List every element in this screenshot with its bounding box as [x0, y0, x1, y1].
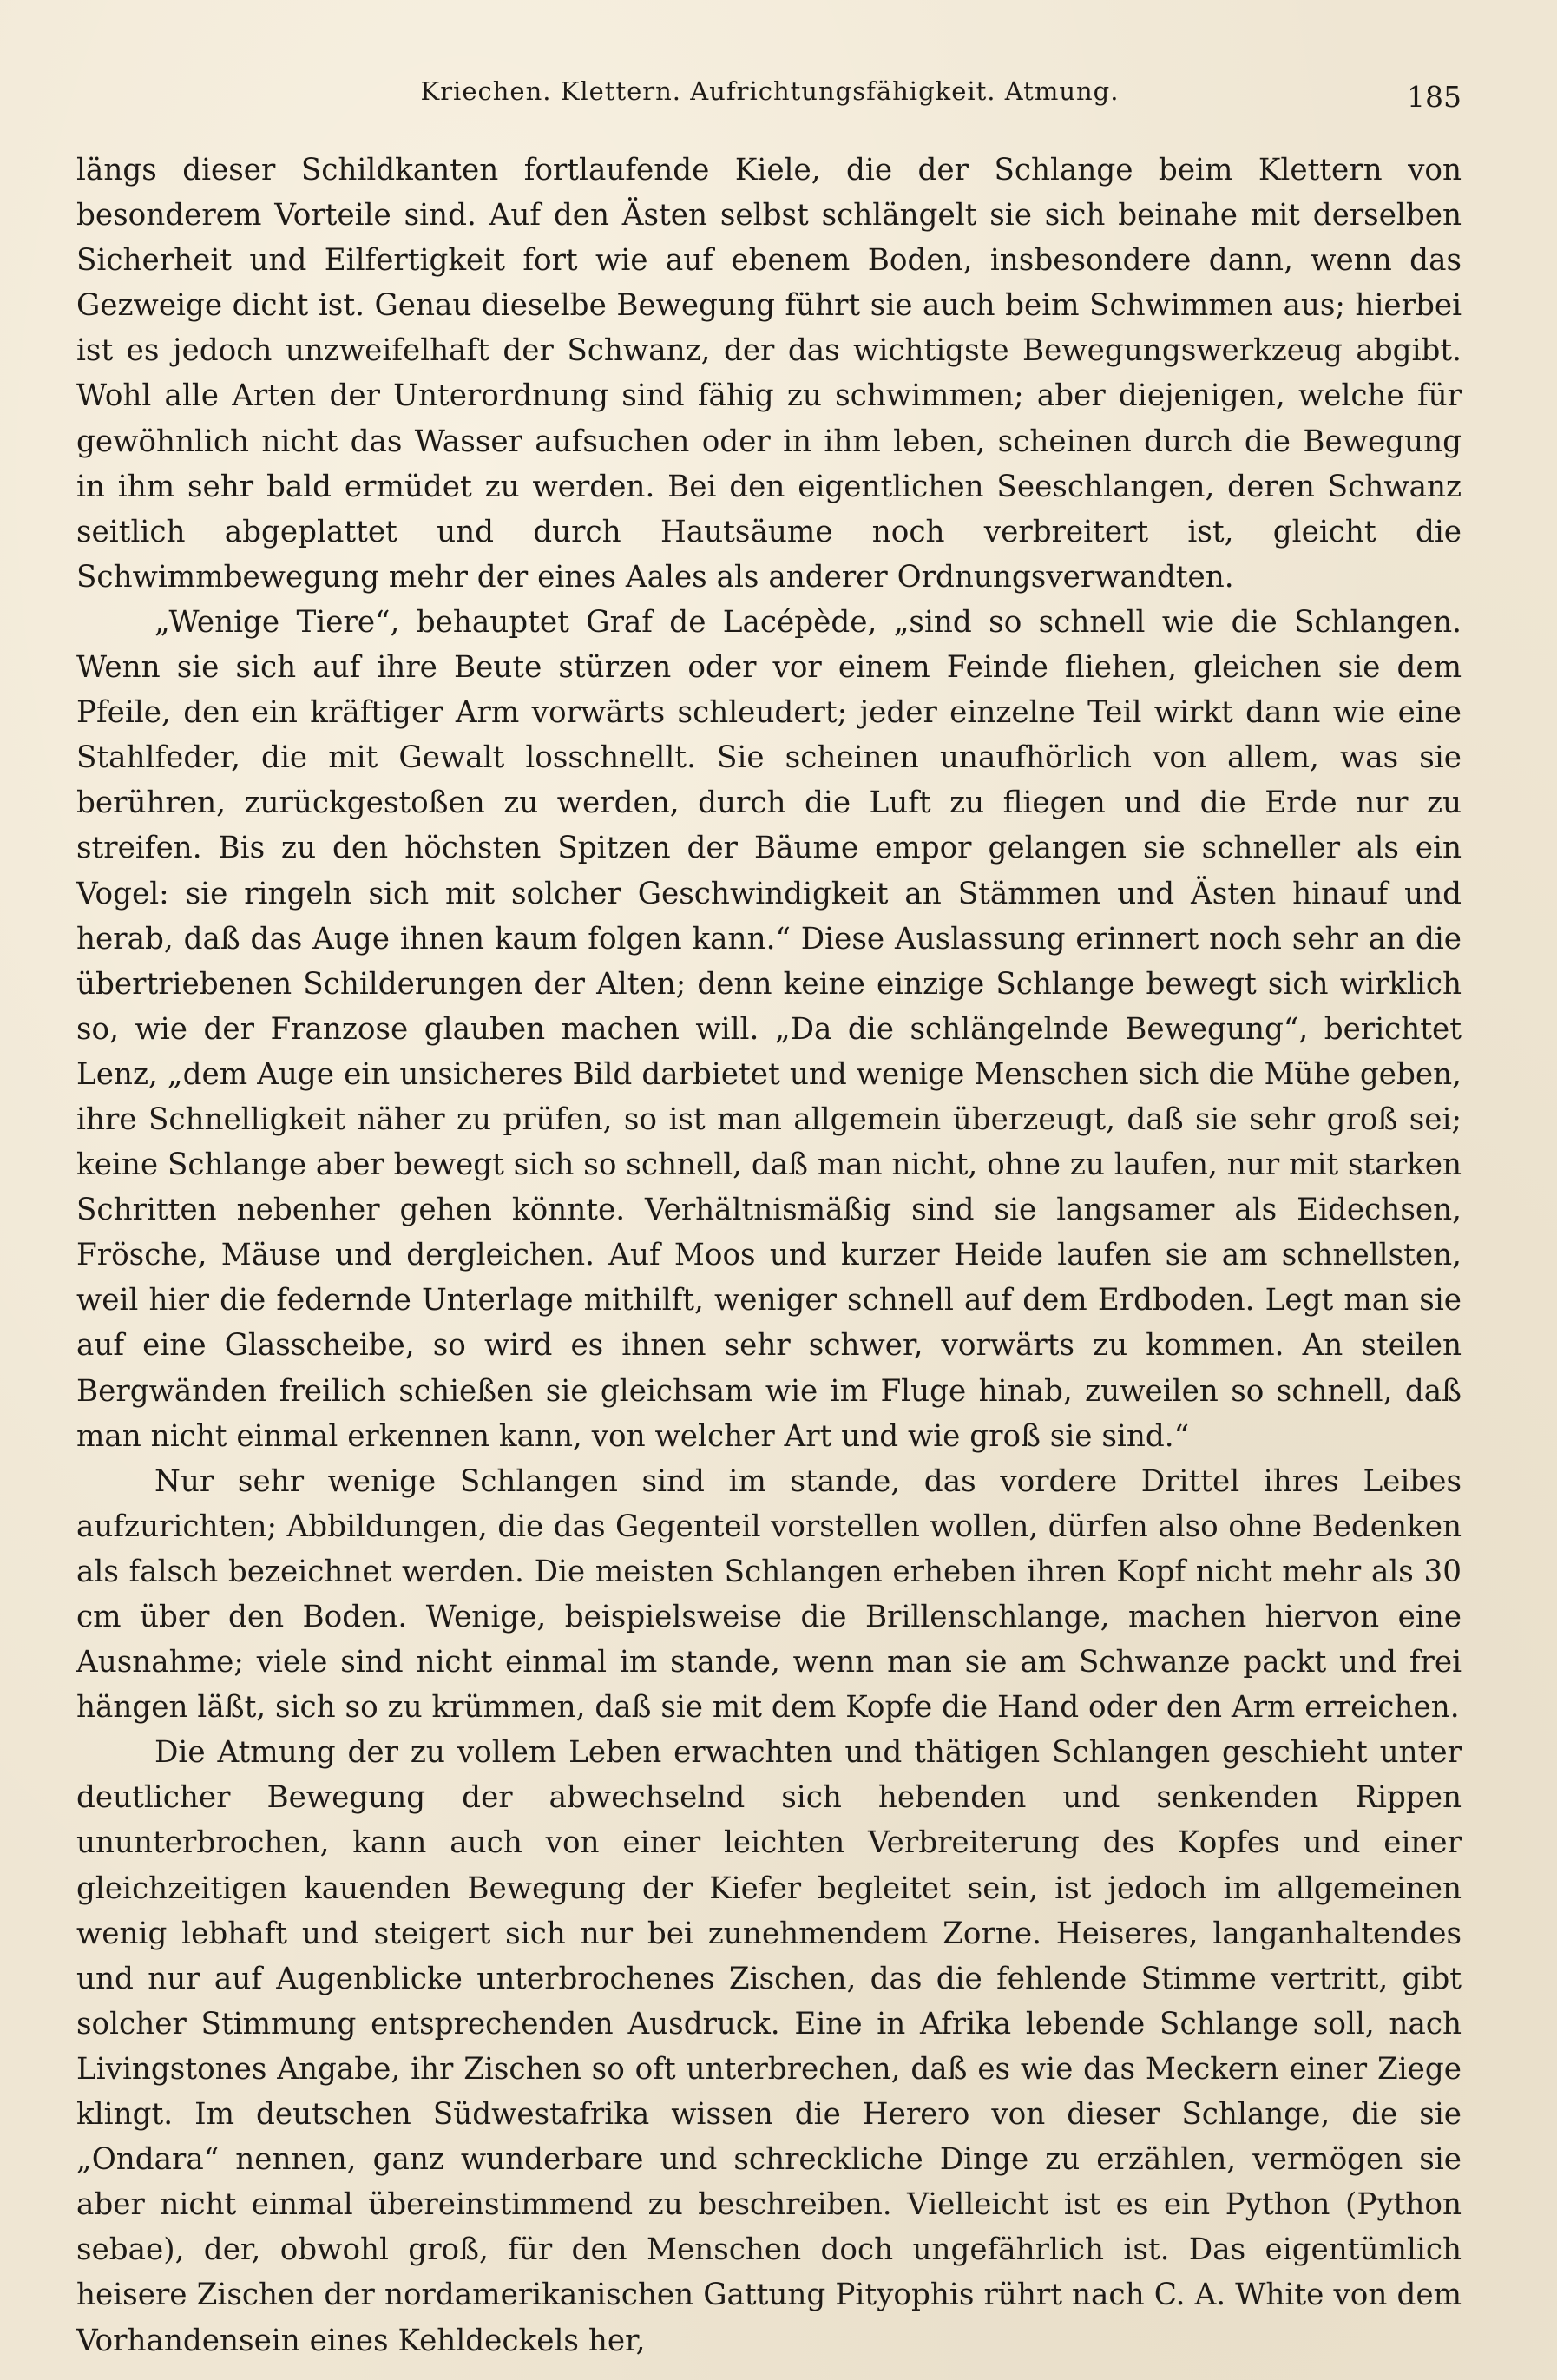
running-title: Kriechen. Klettern. Aufrichtungsfähigkeit. Atmung.	[420, 76, 1120, 106]
paragraph: Nur sehr wenige Schlangen sind im stande, das vordere Drittel ihres Leibes aufzurichten; Abbildungen, die das Gegenteil vorstellen wollen, dürfen also ohne Bedenken als falsch bezeichnet werden. Die meisten Schlangen erheben ihren Kopf nicht mehr als 30 cm über den Boden. Wenige, beispielsweise die Brillenschlange, machen hiervon eine Ausnahme; viele sind nicht einmal im stande, wenn man sie am Schwanze packt und frei hängen läßt, sich so zu krümmen, daß sie mit dem Kopfe die Hand oder den Arm erreichen.	[76, 1463, 1462, 1726]
paragraph: Die Atmung der zu vollem Leben erwachten und thätigen Schlangen geschieht unter deutlicher Bewegung der abwechselnd sich hebenden und senkenden Rippen ununterbrochen, kann auch von einer leichten Verbreiterung des Kopfes und einer gleichzeitigen kauenden Bewegung der Kiefer begleitet sein, ist jedoch im allgemeinen wenig lebhaft und steigert sich nur bei zunehmendem Zorne. Heiseres, langanhaltendes und nur auf Augenblicke unterbrochenes Zischen, das die fehlende Stimme vertritt, gibt solcher Stimmung entsprechenden Ausdruck. Eine in Afrika lebende Schlange soll, nach Livingstones Angabe, ihr Zischen so oft unterbrechen, daß es wie das Meckern einer Ziege klingt. Im deutschen Südwestafrika wissen die Herero von dieser Schlange, die sie „Ondara“ nennen, ganz wunderbare und schreckliche Dinge zu erzählen, vermögen sie aber nicht einmal übereinstimmend zu beschreiben. Vielleicht ist es ein Python (Python sebae), der, obwohl groß, für den Menschen doch ungefährlich ist. Das eigentümlich heisere Zischen der nordamerikanischen Gattung Pityophis rührt nach C. A. White von dem Vorhandensein eines Kehldeckels her,	[76, 1735, 1462, 2358]
page-number: 185	[1407, 80, 1462, 114]
paragraph: längs dieser Schildkanten fortlaufende Kiele, die der Schlange beim Klettern von besonderem Vorteile sind. Auf den Ästen selbst schlängelt sie sich beinahe mit derselben Sicherheit und Eilfertigkeit fort wie auf ebenem Boden, insbesondere dann, wenn das Gezweige dicht ist. Genau dieselbe Bewegung führt sie auch beim Schwimmen aus; hierbei ist es jedoch unzweifelhaft der Schwanz, der das wichtigste Bewegungswerkzeug abgibt. Wohl alle Arten der Unterordnung sind fähig zu schwimmen; aber diejenigen, welche für gewöhnlich nicht das Wasser aufsuchen oder in ihm leben, scheinen durch die Bewegung in ihm sehr bald ermüdet zu werden. Bei den eigentlichen Seeschlangen, deren Schwanz seitlich abgeplattet und durch Hautsäume noch verbreitert ist, gleicht die Schwimmbewegung mehr der eines Aales als anderer Ordnungsverwandten.	[76, 153, 1462, 595]
page-header	[78, 71, 1462, 123]
paragraph: „Wenige Tiere“, behauptet Graf de Lacépède, „sind so schnell wie die Schlangen. Wenn sie sich auf ihre Beute stürzen oder vor einem Feinde fliehen, gleichen sie dem Pfeile, den ein kräftiger Arm vorwärts schleudert; jeder einzelne Teil wirkt dann wie eine Stahlfeder, die mit Gewalt losschnellt. Sie scheinen unaufhörlich von allem, was sie berühren, zurückgestoßen zu werden, durch die Luft zu fliegen und die Erde nur zu streifen. Bis zu den höchsten Spitzen der Bäume empor gelangen sie schneller als ein Vogel: sie ringeln sich mit solcher Geschwindigkeit an Stämmen und Ästen hinauf und herab, daß das Auge ihnen kaum folgen kann.“ Diese Auslassung erinnert noch sehr an die übertriebenen Schilderungen der Alten; denn keine einzige Schlange bewegt sich wirklich so, wie der Franzose glauben machen will. „Da die schlängelnde Bewegung“, berichtet Lenz, „dem Auge ein unsicheres Bild darbietet und wenige Menschen sich die Mühe geben, ihre Schnelligkeit näher zu prüfen, so ist man allgemein überzeugt, daß sie sehr groß sei; keine Schlange aber bewegt sich so schnell, daß man nicht, ohne zu laufen, nur mit starken Schritten nebenher gehen könnte. Verhältnismäßig sind sie langsamer als Eidechsen, Frösche, Mäuse und dergleichen. Auf Moos und kurzer Heide laufen sie am schnellsten, weil hier die federnde Unterlage mithilft, weniger schnell auf dem Erdboden. Legt man sie auf eine Glasscheibe, so wird es ihnen sehr schwer, vorwärts zu kommen. An steilen Bergwänden freilich schießen sie gleichsam wie im Fluge hinab, zuweilen so schnell, daß man nicht einmal erkennen kann, von welcher Art und wie groß sie sind.“	[76, 604, 1462, 1454]
body-text	[76, 148, 1462, 2364]
